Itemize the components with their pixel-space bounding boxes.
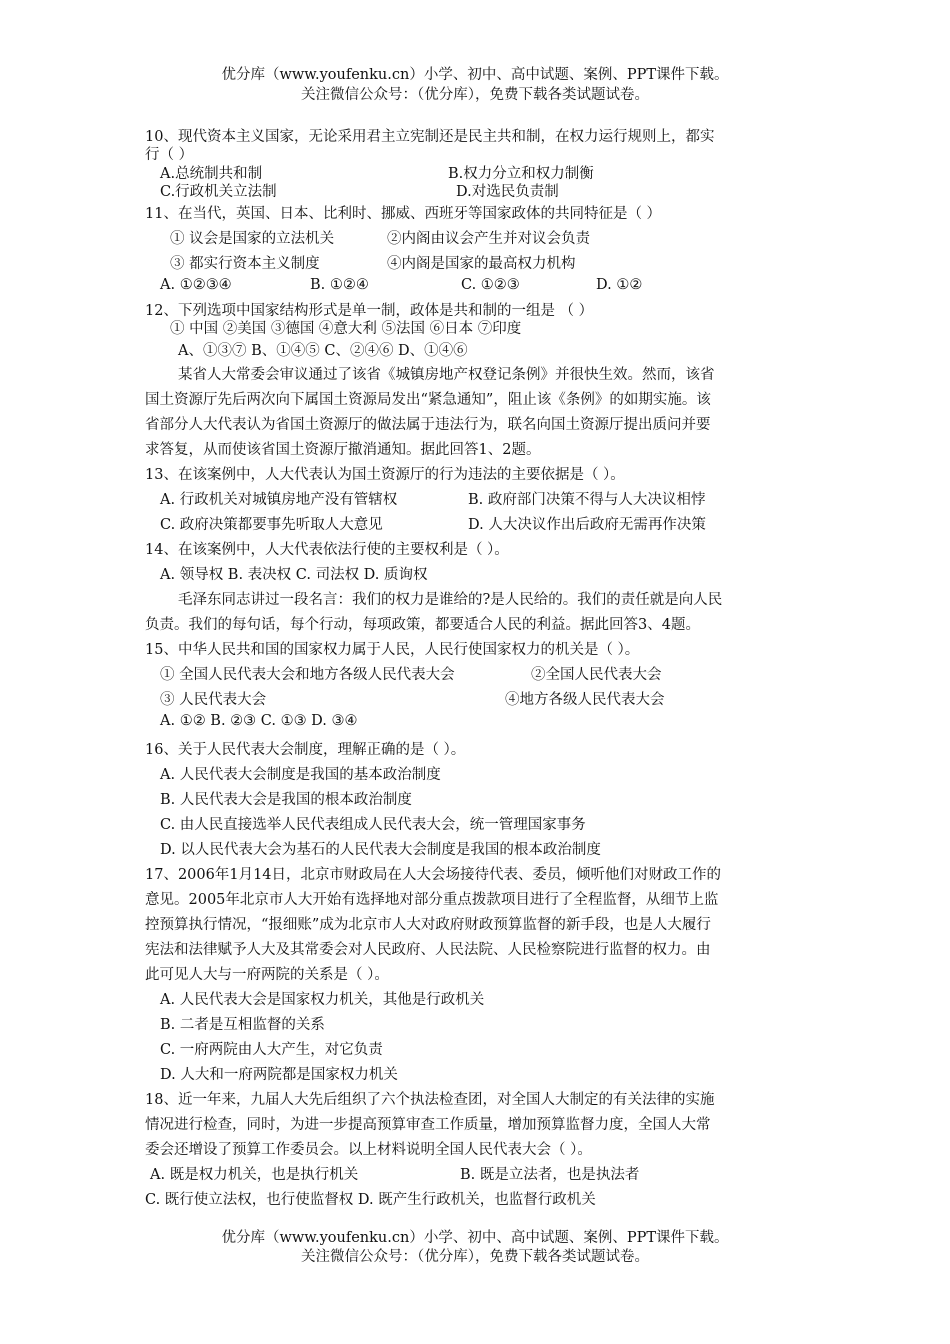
q11-stem: 11、在当代，英国、日本、比利时、挪威、西班牙等国家政体的共同特征是（ ）: [145, 206, 662, 222]
q12-options: A、①③⑦ B、①④⑤ C、②④⑥ D、①④⑥: [178, 343, 468, 359]
footer-line-2: 关注微信公众号：（优分库），免费下载各类试题试卷。: [301, 1249, 649, 1265]
header-line-2: 关注微信公众号：（优分库），免费下载各类试题试卷。: [301, 87, 649, 103]
q10-stem-line-1: 10、现代资本主义国家，无论采用君主立宪制还是民主共和制，在权力运行规则上，都实: [145, 129, 715, 145]
passage2-line-2: 负责。我们的每句话，每个行动，每项政策，都要适合人民的利益。据此回答3、4题。: [145, 617, 700, 633]
q11-option-d: D. ①②: [596, 277, 643, 293]
q18-option-c-d: C. 既行使立法权，也行使监督权 D. 既产生行政机关，也监督行政机关: [145, 1192, 596, 1208]
q16-option-b: B. 人民代表大会是我国的根本政治制度: [160, 792, 412, 808]
footer-line-1: 优分库（www.youfenku.cn）小学、初中、高中试题、案例、PPT课件下载。: [221, 1230, 729, 1246]
q17-stem-line-5: 此可见人大与一府两院的关系是（ ）。: [145, 967, 389, 983]
q13-option-d: D. 人大决议作出后政府无需再作决策: [468, 517, 706, 533]
q17-stem-line-3: 控预算执行情况，“报细账”成为北京市人大对政府财政预算监督的新手段，也是人大履行: [145, 917, 711, 933]
q15-item-3: ③ 人民代表大会: [160, 692, 267, 708]
q15-stem: 15、中华人民共和国的国家权力属于人民，人民行使国家权力的机关是（ ）。: [145, 642, 640, 658]
q13-option-a: A. 行政机关对城镇房地产没有管辖权: [160, 492, 398, 508]
q12-items: ① 中国 ②美国 ③德国 ④意大利 ⑤法国 ⑥日本 ⑦印度: [170, 321, 522, 337]
q18-option-a: A. 既是权力机关，也是执行机关: [150, 1167, 359, 1183]
q10-option-d: D.对选民负责制: [456, 184, 559, 200]
q13-stem: 13、在该案例中，人大代表认为国土资源厅的行为违法的主要依据是（ ）。: [145, 467, 625, 483]
q10-option-b: B.权力分立和权力制衡: [448, 166, 594, 182]
q18-stem-line-2: 情况进行检查，同时，为进一步提高预算审查工作质量，增加预算监督力度，全国人大常: [145, 1117, 711, 1133]
q14-stem: 14、在该案例中，人大代表依法行使的主要权利是（ ）。: [145, 542, 509, 558]
q17-stem-line-2: 意见。2005年北京市人大开始有选择地对部分重点拨款项目进行了全程监督，从细节上监: [145, 892, 719, 908]
q11-item-3: ③ 都实行资本主义制度: [170, 256, 320, 272]
q15-item-4: ④地方各级人民代表大会: [505, 692, 665, 708]
q17-option-a: A. 人民代表大会是国家权力机关，其他是行政机关: [160, 992, 485, 1008]
q17-stem-line-1: 17、2006年1月14日，北京市财政局在人大会场接待代表、委员，倾听他们对财政工作的: [145, 867, 722, 883]
q17-option-d: D. 人大和一府两院都是国家权力机关: [160, 1067, 398, 1083]
q16-option-a: A. 人民代表大会制度是我国的基本政治制度: [160, 767, 441, 783]
header-line-1: 优分库（www.youfenku.cn）小学、初中、高中试题、案例、PPT课件下载。: [221, 67, 729, 83]
q10-option-a: A.总统制共和制: [160, 166, 263, 182]
passage1-line-2: 国土资源厅先后两次向下属国土资源局发出“紧急通知”，阻止该《条例》的如期实施。该: [145, 392, 711, 408]
q17-option-c: C. 一府两院由人大产生，对它负责: [160, 1042, 383, 1058]
q11-item-2: ②内阁由议会产生并对议会负责: [387, 231, 590, 247]
q11-item-1: ① 议会是国家的立法机关: [170, 231, 335, 247]
q14-options: A. 领导权 B. 表决权 C. 司法权 D. 质询权: [160, 567, 428, 583]
q15-options: A. ①② B. ②③ C. ①③ D. ③④: [160, 713, 358, 729]
q11-option-c: C. ①②③: [461, 277, 520, 293]
q16-option-d: D. 以人民代表大会为基石的人民代表大会制度是我国的根本政治制度: [160, 842, 601, 858]
q18-stem-line-1: 18、近一年来，九届人大先后组织了六个执法检查团，对全国人大制定的有关法律的实施: [145, 1092, 715, 1108]
passage1-line-4: 求答复，从而使该省国土资源厅撤消通知。据此回答1、2题。: [145, 442, 541, 458]
q12-stem: 12、下列选项中国家结构形式是单一制，政体是共和制的一组是 （ ）: [145, 303, 594, 319]
q13-option-c: C. 政府决策都要事先听取人大意见: [160, 517, 383, 533]
q11-item-4: ④内阁是国家的最高权力机构: [387, 256, 576, 272]
q10-option-c: C.行政机关立法制: [160, 184, 277, 200]
q17-stem-line-4: 宪法和法律赋予人大及其常委会对人民政府、人民法院、人民检察院进行监督的权力。由: [145, 942, 711, 958]
q15-item-2: ②全国人民代表大会: [531, 667, 662, 683]
passage1-line-1: 某省人大常委会审议通过了该省《城镇房地产权登记条例》并很快生效。然而，该省: [178, 367, 715, 383]
q11-option-a: A. ①②③④: [160, 277, 232, 293]
passage2-line-1: 毛泽东同志讲过一段名言：我们的权力是谁给的?是人民给的。我们的责任就是向人民: [178, 592, 723, 608]
q11-option-b: B. ①②④: [310, 277, 369, 293]
q13-option-b: B. 政府部门决策不得与人大决议相悖: [468, 492, 706, 508]
q18-option-b: B. 既是立法者，也是执法者: [460, 1167, 640, 1183]
q16-stem: 16、关于人民代表大会制度，理解正确的是（ ）。: [145, 742, 466, 758]
q17-option-b: B. 二者是互相监督的关系: [160, 1017, 325, 1033]
q18-stem-line-3: 委会还增设了预算工作委员会。以上材料说明全国人民代表大会（ ）。: [145, 1142, 592, 1158]
passage1-line-3: 省部分人大代表认为省国土资源厅的做法属于违法行为，联名向国土资源厅提出质问并要: [145, 417, 711, 433]
q16-option-c: C. 由人民直接选举人民代表组成人民代表大会，统一管理国家事务: [160, 817, 586, 833]
q15-item-1: ① 全国人民代表大会和地方各级人民代表大会: [160, 667, 455, 683]
q10-stem-line-2: 行（ ）: [145, 147, 194, 163]
